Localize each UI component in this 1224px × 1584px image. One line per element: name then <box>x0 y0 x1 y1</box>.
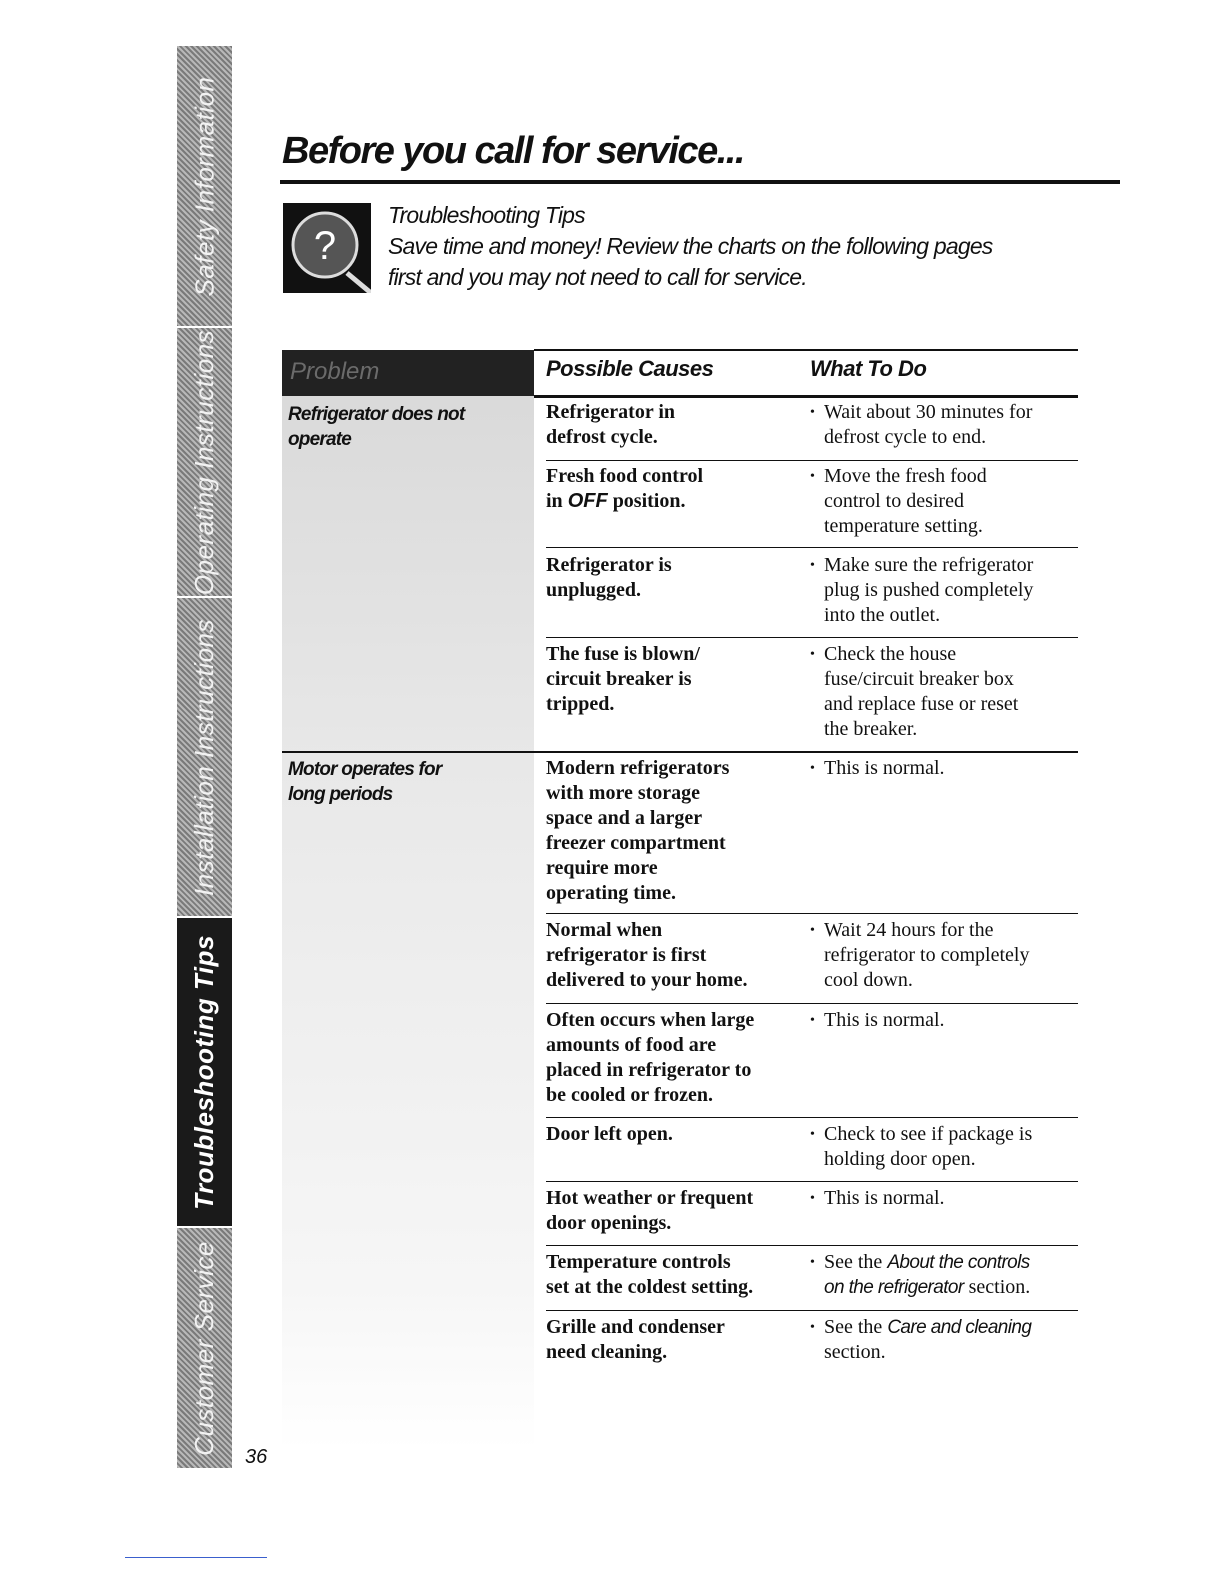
problem-header: Problem <box>282 350 534 396</box>
row-divider <box>546 637 1078 638</box>
side-tab-customer-service[interactable]: Customer Service <box>177 1228 232 1470</box>
tips-line-1: Save time and money! Review the charts on the following pages <box>388 233 993 259</box>
problem-column <box>282 350 534 1450</box>
side-tab-safety[interactable]: Safety Information <box>177 46 232 328</box>
todo-header: What To Do <box>810 356 927 381</box>
header-rule <box>534 395 1078 398</box>
footer-line <box>125 1557 267 1558</box>
cause-cell: Modern refrigerators with more storage space and a larger freezer compartment require more operating time. <box>546 757 730 904</box>
cause-cell: The fuse is blown/ circuit breaker is tripped. <box>546 643 700 715</box>
problem-label: Motor operates for long periods <box>288 759 442 805</box>
tips-heading: Troubleshooting Tips <box>388 202 585 228</box>
row-divider <box>546 1117 1078 1118</box>
tips-line-2: first and you may not need to call for service. <box>388 264 807 290</box>
tips-block <box>388 200 993 293</box>
cause-cell: Refrigerator in defrost cycle. <box>546 401 676 448</box>
problem-label: Refrigerator does not operate <box>288 404 465 450</box>
side-tab-troubleshooting[interactable]: Troubleshooting Tips <box>177 918 232 1228</box>
question-magnifier-icon <box>283 203 371 293</box>
cause-cell: Grille and condenser need cleaning. <box>546 1316 725 1363</box>
row-divider <box>546 1245 1078 1246</box>
causes-header: Possible Causes <box>546 356 714 381</box>
row-divider <box>546 1003 1078 1004</box>
todo-cell: • See the About the controls on the refrigerator section. <box>810 1250 1080 1300</box>
section-divider <box>282 751 1078 753</box>
page-title: Before you call for service... <box>282 130 744 172</box>
todo-cell: • Check the house fuse/circuit breaker box and replace fuse or reset the breaker. <box>810 642 1080 742</box>
cause-cell: Normal when refrigerator is first delivered to your home. <box>546 919 748 991</box>
row-divider <box>546 547 1078 548</box>
cause-cell: Fresh food control in OFF position. <box>546 465 704 512</box>
row-divider <box>546 913 1078 914</box>
todo-cell: • Check to see if package is holding door open. <box>810 1122 1080 1172</box>
title-rule <box>280 180 1120 184</box>
cause-cell: Door left open. <box>546 1123 673 1145</box>
cause-cell: Hot weather or frequent door openings. <box>546 1187 754 1234</box>
cause-cell: Temperature controls set at the coldest setting. <box>546 1251 754 1298</box>
side-tab-strip <box>177 46 232 1470</box>
todo-cell: • Wait about 30 minutes for defrost cycle to end. <box>810 400 1080 450</box>
todo-cell: • Move the fresh food control to desired temperature setting. <box>810 464 1080 539</box>
header-rule <box>534 349 1078 351</box>
todo-cell: • Make sure the refrigerator plug is pushed completely into the outlet. <box>810 553 1080 628</box>
todo-cell: • This is normal. <box>810 1186 1080 1211</box>
row-divider <box>546 460 1078 461</box>
todo-cell: • This is normal. <box>810 756 1080 781</box>
page-number: 36 <box>245 1446 268 1468</box>
todo-cell: • This is normal. <box>810 1008 1080 1033</box>
row-divider <box>546 1181 1078 1182</box>
svg-text:?: ? <box>313 224 337 268</box>
todo-cell: • See the Care and cleaning section. <box>810 1315 1080 1365</box>
row-divider <box>546 1310 1078 1311</box>
cause-cell: Often occurs when large amounts of food are placed in refrigerator to be cooled or frozen. <box>546 1009 755 1106</box>
side-tab-operating[interactable]: Operating Instructions <box>177 328 232 598</box>
cause-cell: Refrigerator is unplugged. <box>546 554 672 601</box>
todo-cell: • Wait 24 hours for the refrigerator to completely cool down. <box>810 918 1080 993</box>
side-tab-installation[interactable]: Installation Instructions <box>177 598 232 918</box>
